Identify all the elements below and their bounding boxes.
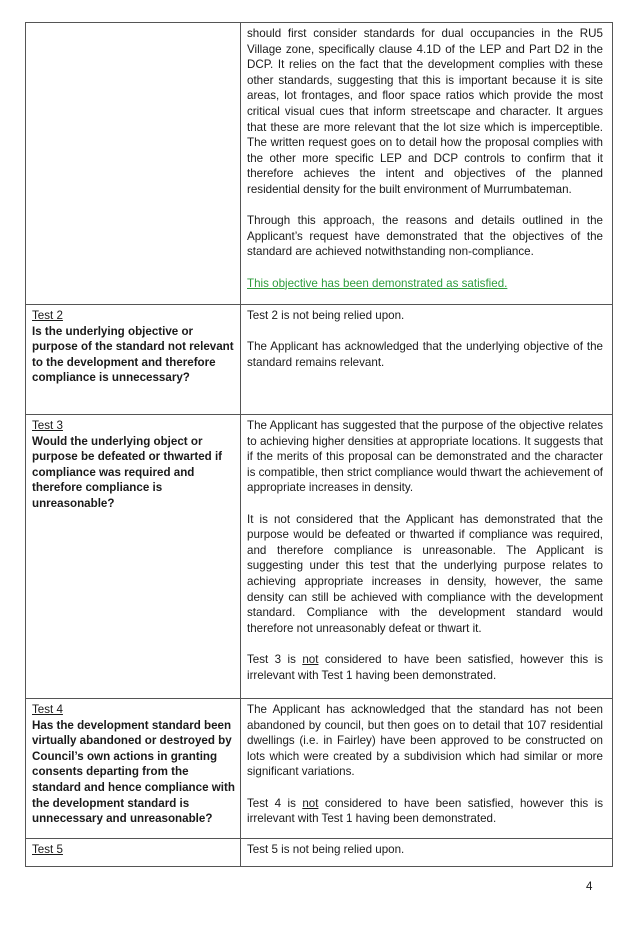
test-label: Test 2: [32, 309, 63, 322]
test-label: Test 5: [32, 843, 63, 856]
right-cell: [241, 415, 613, 699]
conclusion-text: [247, 276, 603, 292]
test-question: Has the development standard been virtually abandoned or destroyed by Council’s own actions in granting consents departing from the standard and hence compliance with the development standard is unnecessary and unreasonable?: [32, 718, 235, 826]
paragraph: Test 5 is not being relied upon.: [247, 843, 405, 856]
paragraph: Test 2 is not being relied upon.: [247, 309, 405, 322]
test-label: Test 3: [32, 419, 63, 432]
left-cell: [26, 23, 241, 305]
paragraph: The Applicant has acknowledged that the underlying objective of the standard remains relevant.: [247, 340, 603, 369]
verdict-text: Test 4 is not considered to have been satisfied, however this is irrelevant with Test 1 having been demonstrated.: [247, 796, 604, 826]
paragraph: Through this approach, the reasons and details outlined in the Applicant’s request have demonstrated that the objectives of the standard are achieved notwithstanding non-compliance.: [247, 214, 603, 259]
table-row: [26, 699, 613, 839]
right-cell: [241, 699, 613, 839]
test-label: Test 4: [32, 703, 63, 716]
test-cell: [26, 305, 241, 415]
paragraph: The Applicant has suggested that the purpose of the objective relates to achieving higher densities at appropriate locations. It suggests that if the merits of this proposal can be demonstrated and the character is compatible, then strict compliance would thwart the achievement of appropriate increases in density.: [247, 419, 603, 495]
emphasis-not: not: [302, 796, 319, 810]
test-cell: [26, 415, 241, 699]
test-cell: [26, 699, 241, 839]
verdict-text: Test 3 is not considered to have been satisfied, however this is irrelevant with Test 1 having been demonstrated.: [247, 652, 604, 682]
table-row: [26, 305, 613, 415]
table-row: [26, 23, 613, 305]
emphasis-not: not: [302, 652, 319, 666]
test-cell: [26, 839, 241, 867]
paragraph: should first consider standards for dual occupancies in the RU5 Village zone, specifically clause 4.1D of the LEP and Part D2 in the DCP. It relies on the fact that the development complies with these other standards, suggesting that this is important because it is site areas, lot frontages, and floor space ratios which provide the most critical visual cues that inform streetscape and character. It argues that these are more relevant that the lot size which is imperceptible. The written request goes on to detail how the proposal complies with the other more specific LEP and DCP controls to confirm that it therefore achieves the intent and objectives of the planned residential density for the built environment of Murrumbateman.: [247, 27, 603, 196]
page-number: 4: [586, 880, 593, 893]
table-row: [26, 415, 613, 699]
test-question: Would the underlying object or purpose be defeated or thwarted if compliance was required and therefore compliance is unreasonable?: [32, 434, 223, 510]
paragraph: It is not considered that the Applicant has demonstrated that the purpose would be defeated or thwarted if compliance was required, and therefore compliance is unreasonable. The Applicant is suggesting under this test that the underlying purpose relates to achieving appropriate increases in density, however, the same density can still be achieved with compliance with the development standard. Compliance with the development standard would therefore not unreasonably defeat or thwart it.: [247, 512, 603, 635]
table-row: [26, 839, 613, 867]
conclusion-link-text: This objective has been demonstrated as satisfied.: [247, 276, 508, 290]
right-cell: [241, 839, 613, 867]
right-cell: [241, 305, 613, 415]
paragraph: The Applicant has acknowledged that the standard has not been abandoned by council, but then goes on to detail that 107 residential dwellings (i.e. in Fairley) have been approved to be constructed on lots which were created by a subdivision which had similar or more significant variations.: [247, 703, 603, 779]
assessment-table: [25, 22, 613, 867]
right-cell: [241, 23, 613, 305]
test-question: Is the underlying objective or purpose of the standard not relevant to the development and therefore compliance is unnecessary?: [32, 324, 234, 385]
